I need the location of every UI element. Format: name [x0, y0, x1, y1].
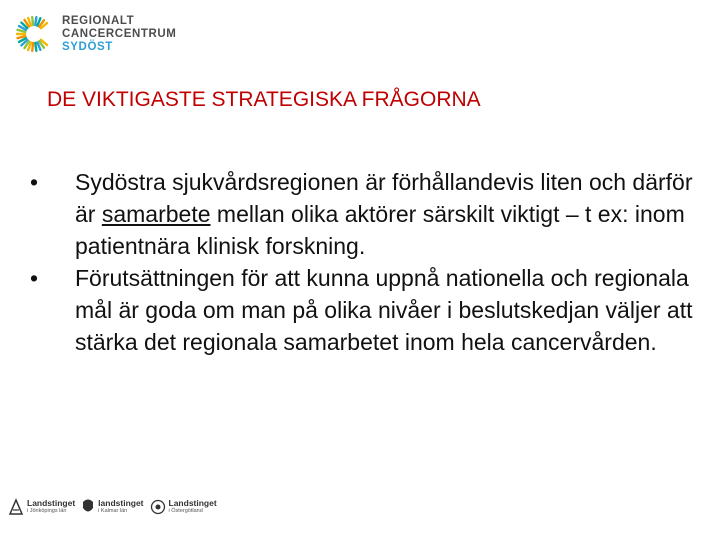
bullet-item-1 — [30, 166, 710, 262]
jonkoping-crest-icon — [8, 498, 24, 516]
bullet-1-text-start: Sydöstra sjukvårdsregionen är förhållandevis liten och därför är — [75, 169, 693, 227]
slide-title: DE VIKTIGASTE STRATEGISKA FRÅGORNA — [47, 88, 481, 111]
bullet-1-text-end: mellan olika aktörer särskilt viktigt – t ex: inom patientnära klinisk forskning. — [75, 201, 685, 259]
logo-landstinget-jonkoping — [8, 498, 75, 516]
footer-logos — [8, 494, 217, 520]
rcc-logo-text — [62, 15, 177, 54]
footer-logo-3-sub: i Östergötland — [168, 508, 203, 514]
rcc-sun-icon — [14, 14, 54, 54]
footer-logo-1-sub: i Jönköpings län — [27, 508, 67, 514]
bullet-1-underlined-word: samarbete — [101, 201, 211, 227]
footer-logo-1-name: Landstinget — [27, 498, 76, 508]
ostergotland-crest-icon — [150, 498, 166, 516]
bullet-marker: • — [30, 265, 39, 291]
logo-landstinget-ostergotland — [150, 498, 217, 516]
logo-landstinget-kalmar — [81, 498, 143, 516]
logo-line-3: SYDÖST — [62, 40, 113, 53]
kalmar-crest-icon — [81, 498, 95, 516]
bullet-2-text: Förutsättningen för att kunna uppnå nationella och regionala mål är goda om man på olika nivåer i beslutskedjan väljer att stärka det regionala samarbetet inom hela cancervården. — [75, 265, 693, 355]
logo-line-2: CANCERCENTRUM — [62, 27, 177, 40]
bullet-marker: • — [30, 169, 39, 195]
footer-logo-2-name: landstinget — [98, 498, 144, 508]
footer-logo-3-name: Landstinget — [168, 498, 217, 508]
rcc-logo — [14, 14, 177, 54]
bullet-item-2 — [30, 262, 710, 358]
footer-logo-2-sub: i Kalmar län — [98, 508, 128, 514]
logo-line-1: REGIONALT — [62, 14, 135, 27]
bullet-list — [30, 166, 710, 358]
